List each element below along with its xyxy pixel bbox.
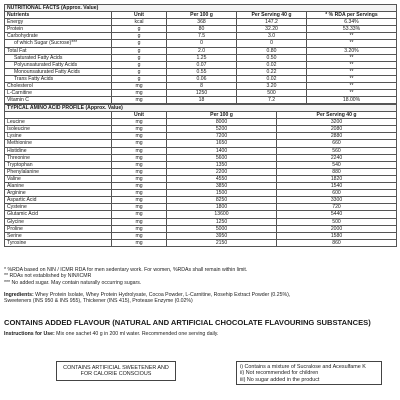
nutrient-name: of which Sugar (Sucrose)***	[5, 40, 112, 47]
nutrient-unit: g	[112, 47, 167, 54]
amino-unit: mg	[112, 197, 167, 204]
nutrient-per-serving: 0.02	[237, 75, 307, 82]
nutrient-name: Polyunsaturated Fatty Acids	[5, 61, 112, 68]
amino-unit: mg	[112, 211, 167, 218]
table-row	[5, 168, 397, 175]
nutrient-rda: **	[307, 90, 397, 97]
nutrient-per-serving: 0	[237, 40, 307, 47]
amino-unit: mg	[112, 133, 167, 140]
nutrient-name: Vitamin C	[5, 97, 112, 104]
table-row	[5, 211, 397, 218]
amino-name: Serine	[5, 232, 112, 239]
table-row	[5, 225, 397, 232]
artificial-sweetener-warning-box	[56, 361, 176, 381]
sweetener-notes-box	[236, 361, 382, 385]
amino-unit: mg	[112, 161, 167, 168]
table-row	[5, 126, 397, 133]
instructions-for-use	[4, 331, 396, 337]
nutrition-table	[4, 4, 397, 104]
footnote-not-established: ** RDAs not established by NIN/ICMR	[4, 273, 92, 280]
nutrient-per-100g: 18	[167, 97, 237, 104]
nutrient-per-serving: 32.20	[237, 26, 307, 33]
amino-unit: mg	[112, 225, 167, 232]
table-row	[5, 19, 397, 26]
ingredients-label: Ingredients:	[4, 292, 34, 298]
header-per-serving: Per Serving 40 g	[277, 112, 397, 119]
table-row	[5, 90, 397, 97]
table-row	[5, 175, 397, 182]
amino-acid-table	[4, 104, 397, 247]
warning-left-line-2: FOR CALORIE CONSCIOUS	[80, 371, 152, 378]
amino-name: Tryptophan	[5, 161, 112, 168]
amino-per-100g: 1800	[167, 204, 277, 211]
footnote-rda: * %RDA based on NIN / ICMR RDA for men sedentary work. For women, %RDAs shall remain within limit.	[4, 267, 248, 273]
amino-unit: mg	[112, 119, 167, 126]
table-row	[5, 68, 397, 75]
amino-per-100g: 4550	[167, 175, 277, 182]
table-row	[5, 147, 397, 154]
table-row	[5, 26, 397, 33]
nutrient-rda: **	[307, 33, 397, 40]
header-unit: Unit	[112, 12, 167, 19]
amino-name: Aspartic Acid	[5, 197, 112, 204]
header-nutrients: Nutrients	[5, 12, 112, 19]
nutrient-rda: 18.00%	[307, 97, 397, 104]
nutrient-unit: g	[112, 68, 167, 75]
header-per-serving: Per Serving 40 g	[237, 12, 307, 19]
nutrient-per-100g: 1.25	[167, 54, 237, 61]
amino-per-serving: 560	[277, 147, 397, 154]
nutrient-unit: g	[112, 75, 167, 82]
header-per-100g: Per 100 g	[167, 112, 277, 119]
amino-per-100g: 3950	[167, 232, 277, 239]
nutrient-rda: **	[307, 68, 397, 75]
table-row	[5, 133, 397, 140]
header-amino-name	[5, 112, 112, 119]
amino-name: Valine	[5, 175, 112, 182]
table-row	[5, 75, 397, 82]
amino-per-100g: 1400	[167, 147, 277, 154]
amino-per-100g: 8250	[167, 197, 277, 204]
nutrient-name: Carbohydrate	[5, 33, 112, 40]
warning-right-line-2: ii) Not recommended for children	[240, 370, 319, 377]
table-row	[5, 183, 397, 190]
amino-per-serving: 3300	[277, 197, 397, 204]
nutrient-per-serving: 0.22	[237, 68, 307, 75]
amino-name: Glutamic Acid	[5, 211, 112, 218]
ingredients	[4, 292, 396, 305]
table-row	[5, 61, 397, 68]
nutrient-per-100g: 0.55	[167, 68, 237, 75]
amino-per-100g: 1350	[167, 161, 277, 168]
amino-unit: mg	[112, 190, 167, 197]
table-row	[5, 204, 397, 211]
nutrient-name: Protein	[5, 26, 112, 33]
amino-name: Glycine	[5, 218, 112, 225]
table-row	[5, 190, 397, 197]
amino-name: Alanine	[5, 183, 112, 190]
amino-per-serving: 600	[277, 190, 397, 197]
table-row	[5, 54, 397, 61]
amino-per-100g: 1250	[167, 218, 277, 225]
warning-right-line-3: iii) No sugar added in the product	[240, 376, 320, 383]
nutrient-unit: mg	[112, 97, 167, 104]
amino-name: Tyrosine	[5, 239, 112, 246]
amino-unit: mg	[112, 204, 167, 211]
amino-per-serving: 3200	[277, 119, 397, 126]
amino-unit: mg	[112, 147, 167, 154]
header-per-100g: Per 100 g	[167, 12, 237, 19]
warning-left-line-1: CONTAINS ARTIFICIAL SWEETENER AND	[63, 365, 169, 371]
amino-name: Lysine	[5, 133, 112, 140]
nutrient-per-100g: 0.07	[167, 61, 237, 68]
amino-unit: mg	[112, 168, 167, 175]
warning-right-line-1: i) Contains a mixture of Sucralose and Acesulfame K	[240, 364, 366, 370]
nutrient-name: Cholesterol	[5, 83, 112, 90]
added-flavour-heading: CONTAINS ADDED FLAVOUR (NATURAL AND ARTIFICIAL CHOCOLATE FLAVOURING SUBSTANCES)	[4, 318, 371, 327]
table-row	[5, 40, 397, 47]
amino-unit: mg	[112, 239, 167, 246]
amino-name: Methionine	[5, 140, 112, 147]
amino-per-serving: 5440	[277, 211, 397, 218]
nutrient-name: Total Fat	[5, 47, 112, 54]
nutrient-rda: 53.33%	[307, 26, 397, 33]
nutrient-unit: g	[112, 33, 167, 40]
amino-header-row	[5, 112, 397, 119]
nutrient-name: L-Carnitine	[5, 90, 112, 97]
nutrient-name: Monounsaturated Fatty Acids	[5, 68, 112, 75]
amino-per-serving: 860	[277, 239, 397, 246]
amino-per-serving: 540	[277, 161, 397, 168]
amino-unit: mg	[112, 232, 167, 239]
amino-title: TYPICAL AMINO ACID PROFILE (Approx. Value)	[5, 105, 397, 112]
nutrient-per-100g: 0.06	[167, 75, 237, 82]
nutrient-unit: g	[112, 61, 167, 68]
nutrient-rda: 6.34%	[307, 19, 397, 26]
amino-name: Isoleucine	[5, 126, 112, 133]
table-row	[5, 83, 397, 90]
table-row	[5, 232, 397, 239]
table-row	[5, 239, 397, 246]
amino-name: Leucine	[5, 119, 112, 126]
amino-per-serving: 2000	[277, 225, 397, 232]
amino-per-100g: 1500	[167, 190, 277, 197]
amino-unit: mg	[112, 126, 167, 133]
amino-name: Threonine	[5, 154, 112, 161]
amino-per-100g: 3850	[167, 183, 277, 190]
footnote-no-added-sugar: *** No added sugar. May contain naturally occurring sugars.	[4, 279, 142, 286]
nutrient-unit: mg	[112, 90, 167, 97]
header-unit: Unit	[112, 112, 167, 119]
amino-per-serving: 1580	[277, 232, 397, 239]
amino-per-serving: 500	[277, 218, 397, 225]
table-row	[5, 119, 397, 126]
instructions-label: Instructions for Use:	[4, 331, 55, 337]
amino-unit: mg	[112, 175, 167, 182]
amino-per-serving: 2080	[277, 126, 397, 133]
table-row	[5, 33, 397, 40]
table-row	[5, 161, 397, 168]
amino-per-100g: 7200	[167, 133, 277, 140]
nutrient-per-100g: 8	[167, 83, 237, 90]
amino-per-100g: 2200	[167, 168, 277, 175]
amino-per-100g: 1650	[167, 140, 277, 147]
nutrient-per-100g: 2.0	[167, 47, 237, 54]
nutrition-title: NUTRITIONAL FACTS (Approx. Value)	[5, 5, 397, 12]
amino-unit: mg	[112, 218, 167, 225]
nutrition-header-row	[5, 12, 397, 19]
amino-per-100g: 5200	[167, 126, 277, 133]
nutrient-rda: **	[307, 54, 397, 61]
amino-name: Arginine	[5, 190, 112, 197]
amino-name: Cysteine	[5, 204, 112, 211]
instructions-text: Mix one sachet 40 g in 200 ml water. Recommended one serving daily.	[54, 331, 219, 337]
nutrient-unit: mg	[112, 83, 167, 90]
nutrient-unit: g	[112, 26, 167, 33]
amino-per-100g: 13600	[167, 211, 277, 218]
nutrient-per-serving: 0.80	[237, 47, 307, 54]
amino-name: Histidine	[5, 147, 112, 154]
nutrient-rda: **	[307, 75, 397, 82]
amino-per-100g: 5000	[167, 225, 277, 232]
nutrient-per-100g: 80	[167, 26, 237, 33]
table-row	[5, 97, 397, 104]
nutrient-rda: **	[307, 83, 397, 90]
table-row	[5, 218, 397, 225]
nutrient-name: Saturated Fatty Acids	[5, 54, 112, 61]
nutrient-per-100g: 0	[167, 40, 237, 47]
nutrient-name: Trans Fatty Acids	[5, 75, 112, 82]
amino-unit: mg	[112, 183, 167, 190]
header-rda: * % RDA per Servings	[307, 12, 397, 19]
nutrient-per-100g: 368	[167, 19, 237, 26]
nutrient-rda: **	[307, 40, 397, 47]
ingredients-line-1: Whey Protein Isolate, Whey Protein Hydrolysate, Cocoa Powder, L-Carnitine, Rosehip Extract Powder (0.25%),	[33, 292, 291, 298]
amino-name: Proline	[5, 225, 112, 232]
nutrient-per-serving: 0.02	[237, 61, 307, 68]
nutrient-per-100g: 1250	[167, 90, 237, 97]
nutrient-rda: **	[307, 61, 397, 68]
table-row	[5, 47, 397, 54]
nutrient-per-serving: 147.2	[237, 19, 307, 26]
nutrient-per-100g: 7.5	[167, 33, 237, 40]
amino-unit: mg	[112, 154, 167, 161]
amino-per-serving: 2240	[277, 154, 397, 161]
amino-unit: mg	[112, 140, 167, 147]
nutrient-per-serving: 7.2	[237, 97, 307, 104]
amino-per-100g: 8000	[167, 119, 277, 126]
nutrient-unit: g	[112, 54, 167, 61]
table-row	[5, 154, 397, 161]
footnotes	[4, 267, 396, 286]
amino-per-serving: 1820	[277, 175, 397, 182]
amino-per-serving: 880	[277, 168, 397, 175]
nutrient-name: Energy	[5, 19, 112, 26]
amino-per-100g: 2150	[167, 239, 277, 246]
table-row	[5, 197, 397, 204]
table-row	[5, 140, 397, 147]
nutrient-per-serving: 0.50	[237, 54, 307, 61]
nutrient-per-serving: 500	[237, 90, 307, 97]
amino-per-serving: 1540	[277, 183, 397, 190]
nutrient-rda: 3.20%	[307, 47, 397, 54]
nutrient-unit: g	[112, 40, 167, 47]
nutrient-unit: kcal	[112, 19, 167, 26]
amino-name: Phenylalanine	[5, 168, 112, 175]
amino-per-100g: 5600	[167, 154, 277, 161]
nutrient-per-serving: 3.0	[237, 33, 307, 40]
amino-per-serving: 660	[277, 140, 397, 147]
amino-per-serving: 720	[277, 204, 397, 211]
nutrient-per-serving: 3.20	[237, 83, 307, 90]
ingredients-line-2: Sweeteners (INS 950 & INS 955), Thickener (INS 415), Protease Enzyme (0.02%)	[4, 298, 193, 305]
amino-per-serving: 2880	[277, 133, 397, 140]
